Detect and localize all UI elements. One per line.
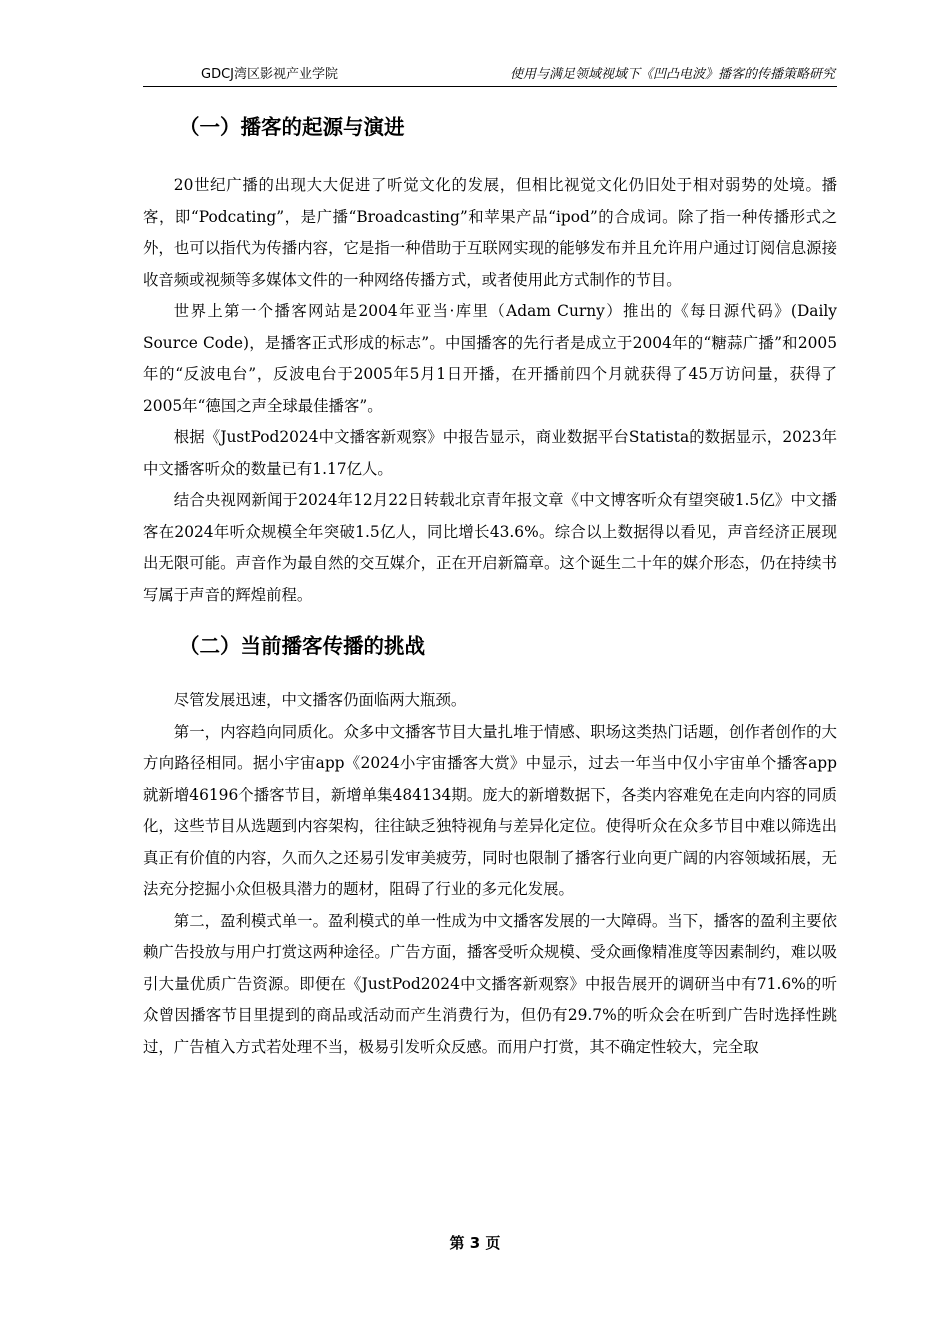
page-number: 第 3 页 <box>449 1234 501 1252</box>
paragraph: 第二，盈利模式单一。盈利模式的单一性成为中文播客发展的一大障碍。当下，播客的盈利主要依赖广告投放与用户打赏这两种途径。广告方面，播客受听众规模、受众画像精准度等因素制约，难以吸引大量优质广告资源。即便在《JustPod2024中文播客新观察》中报告展开的调研当中有71.6%的听众曾因播客节目里提到的商品或活动而产生消费行为，但仍有29.7%的听众会在听到广告时选择性跳过，广告植入方式若处理不当，极易引发听众反感。而用户打赏，其不确定性较大，完全取 <box>143 911 837 1056</box>
paragraph: 20世纪广播的出现大大促进了听觉文化的发展，但相比视觉文化仍旧处于相对弱势的处境。播客，即“Podcating”，是广播“Broadcasting”和苹果产品“ipod”的合成词。除了指一种传播形式之外，也可以指代为传播内容，它是指一种借助于互联网实现的能够发布并且允许用户通过订阅信息源接收音频或视频等多媒体文件的一种网络传播方式，或者使用此方式制作的节目。 <box>143 176 837 289</box>
paragraph: 根据《JustPod2024中文播客新观察》中报告显示，商业数据平台Statista的数据显示，2023年中文播客听众的数量已有1.17亿人。 <box>143 428 837 478</box>
paragraph: 第一，内容趋向同质化。众多中文播客节目大量扎堆于情感、职场这类热门话题，创作者创作的大方向路径相同。据小宇宙app《2024小宇宙播客大赏》中显示，过去一年当中仅小宇宙单个播客app就新增46196个播客节目，新增单集484134期。庞大的新增数据下，各类内容难免在走向内容的同质化，这些节目从选题到内容架构，往往缺乏独特视角与差异化定位。使得听众在众多节目中难以筛选出真正有价值的内容，久而久之还易引发审美疲劳，同时也限制了播客行业向更广阔的内容领域拓展，无法充分挖掘小众但极具潜力的题材，阻碍了行业的多元化发展。 <box>143 722 837 898</box>
header-institution: GDCJ湾区影视产业学院 <box>201 67 338 82</box>
header-thesis-title: 使用与满足领域视域下《凹凸电波》播客的传播策略研究 <box>509 67 835 82</box>
page-content <box>143 112 837 1063</box>
paragraph: 结合央视网新闻于2024年12月22日转载北京青年报文章《中文博客听众有望突破1.5亿》中文播客在2024年听众规模全年突破1.5亿人，同比增长43.6%。综合以上数据得以看见，声音经济正展现出无限可能。声音作为最自然的交互媒介，正在开启新篇章。这个诞生二十年的媒介形态，仍在持续书写属于声音的辉煌前程。 <box>143 491 837 604</box>
paragraph: 尽管发展迅速，中文播客仍面临两大瓶颈。 <box>173 691 467 709</box>
paragraph: 世界上第一个播客网站是2004年亚当·库里（Adam Curny）推出的《每日源代码》(Daily Source Code)，是播客正式形成的标志”。中国播客的先行者是成立于2004年的“糖蒜广播”和2005年的“反波电台”，反波电台于2005年5月1日开播，在开播前四个月就获得了45万访问量，获得了2005年“德国之声全球最佳播客”。 <box>143 302 837 415</box>
page-header <box>143 64 837 87</box>
section-heading-challenges: （二）当前播客传播的挑战 <box>179 634 425 658</box>
section-heading-origin: （一）播客的起源与演进 <box>179 115 405 139</box>
